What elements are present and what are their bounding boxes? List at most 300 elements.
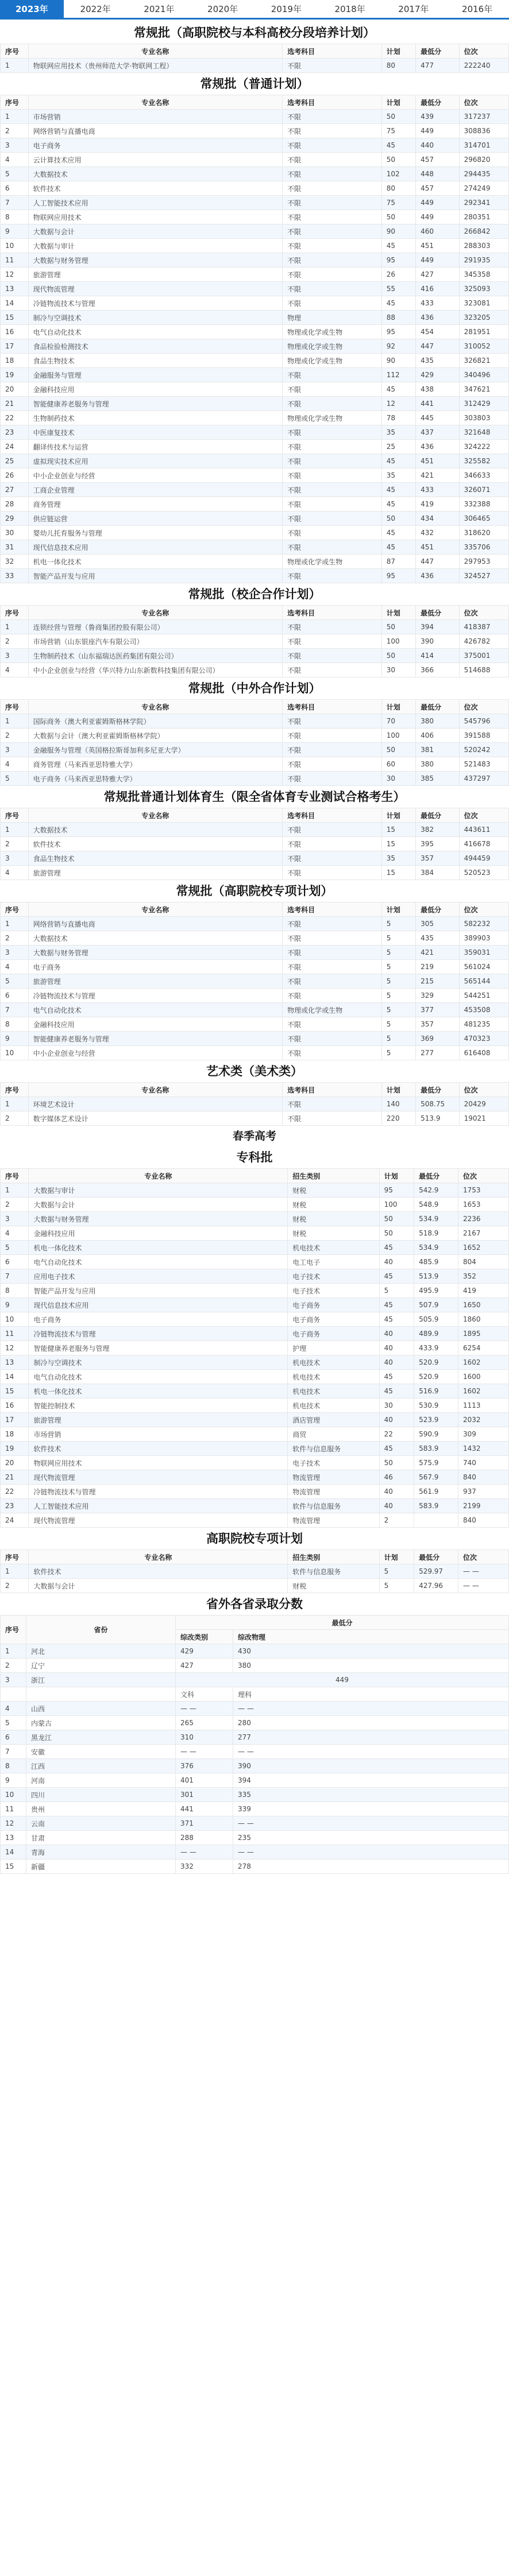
year-tab-bar bbox=[0, 0, 509, 20]
table-cell: 31 bbox=[1, 540, 29, 555]
table-row bbox=[1, 974, 509, 989]
table-cell: 445 bbox=[416, 411, 460, 425]
table-cell: 140 bbox=[381, 1097, 415, 1111]
table-cell: 45 bbox=[379, 1241, 414, 1255]
table-cell: 大数据与财务管理 bbox=[29, 1212, 288, 1226]
table-cell: 不限 bbox=[283, 483, 382, 497]
table-cell: 供应链运营 bbox=[28, 512, 283, 526]
table-cell: 352 bbox=[458, 1269, 509, 1284]
table-cell: 305 bbox=[416, 917, 460, 931]
table-cell: 7 bbox=[1, 1745, 26, 1759]
table-row bbox=[1, 620, 509, 634]
table-cell: 45 bbox=[381, 483, 415, 497]
table-cell: 酒店管理 bbox=[288, 1413, 379, 1427]
table-cell: 18 bbox=[1, 1427, 29, 1442]
table-cell: 220 bbox=[381, 1111, 415, 1126]
table-cell: 22 bbox=[1, 411, 29, 425]
table-cell: 不限 bbox=[283, 397, 382, 411]
table-cell: 448 bbox=[416, 167, 460, 181]
table-row bbox=[1, 239, 509, 253]
table-cell: 9 bbox=[1, 224, 29, 239]
table-cell: 523.9 bbox=[414, 1413, 458, 1427]
table-cell: 28 bbox=[1, 497, 29, 512]
table-cell: 406 bbox=[416, 729, 460, 743]
table-cell: 323205 bbox=[459, 311, 508, 325]
table-cell: 421 bbox=[416, 946, 460, 960]
table-cell: 不限 bbox=[283, 1111, 382, 1126]
tab-year-2[interactable]: 2021年 bbox=[144, 4, 175, 14]
table-cell: 不限 bbox=[283, 866, 382, 880]
table-cell: 市场营销 bbox=[28, 110, 283, 124]
table-cell: 20 bbox=[1, 1456, 29, 1470]
table-row bbox=[1, 989, 509, 1003]
table-cell: 应用电子技术 bbox=[29, 1269, 288, 1284]
table-cell: 不限 bbox=[283, 526, 382, 540]
table-cell: 不限 bbox=[283, 772, 382, 786]
table-cell: 6 bbox=[1, 181, 29, 196]
table-cell bbox=[1, 1687, 26, 1702]
table-cell: 婴幼儿托育服务与管理 bbox=[28, 526, 283, 540]
table-row bbox=[1, 483, 509, 497]
table-cell: 5 bbox=[1, 974, 29, 989]
table-cell: 520242 bbox=[459, 743, 508, 757]
section-title: 常规批（校企合作计划） bbox=[188, 587, 321, 601]
table-cell: 840 bbox=[458, 1470, 509, 1485]
table-row bbox=[1, 1788, 509, 1802]
table-cell: 电子商务 bbox=[29, 1312, 288, 1327]
table-cell: 21 bbox=[1, 397, 29, 411]
table-cell: 804 bbox=[458, 1255, 509, 1269]
table-cell: 2 bbox=[1, 729, 29, 743]
table-cell: 大数据与审计 bbox=[28, 239, 283, 253]
table-cell: 财税 bbox=[288, 1579, 379, 1593]
table-cell: 45 bbox=[381, 382, 415, 397]
table-cell: 20429 bbox=[459, 1097, 508, 1111]
table-row bbox=[1, 1341, 509, 1355]
table-cell: 青海 bbox=[26, 1845, 176, 1860]
table-cell: 电子商务 bbox=[28, 138, 283, 153]
table-row bbox=[1, 729, 509, 743]
tab-year-0[interactable]: 2023年 bbox=[0, 0, 64, 18]
table-row bbox=[1, 1355, 509, 1370]
column-header: 最低分 bbox=[414, 1550, 458, 1564]
table-cell: 制冷与空调技术 bbox=[29, 1355, 288, 1370]
column-header: 专业名称 bbox=[28, 902, 283, 917]
spring-table bbox=[0, 1168, 509, 1528]
table-cell: 物流管理 bbox=[288, 1513, 379, 1528]
table-cell: 1895 bbox=[458, 1327, 509, 1341]
table-cell: 87 bbox=[381, 555, 415, 569]
table-cell: 60 bbox=[381, 757, 415, 772]
table-cell: 19 bbox=[1, 368, 29, 382]
table-cell: 9 bbox=[1, 1773, 26, 1788]
table-row bbox=[1, 1226, 509, 1241]
table-cell: 10 bbox=[1, 1046, 29, 1060]
table-cell: 40 bbox=[379, 1255, 414, 1269]
table-cell: 23 bbox=[1, 425, 29, 440]
table-cell: 427.96 bbox=[414, 1579, 458, 1593]
table-cell: 45 bbox=[381, 540, 415, 555]
table-cell: 840 bbox=[458, 1513, 509, 1528]
column-header: 位次 bbox=[459, 808, 508, 823]
table-cell: 50 bbox=[381, 649, 415, 663]
table-cell: 智能健康养老服务与管理 bbox=[28, 1032, 283, 1046]
table-cell: 3 bbox=[1, 851, 29, 866]
table-cell: — — bbox=[233, 1845, 509, 1860]
table-row bbox=[1, 1327, 509, 1341]
table-row bbox=[1, 1413, 509, 1427]
table-cell: 937 bbox=[458, 1485, 509, 1499]
table-cell: 大数据与财务管理 bbox=[28, 253, 283, 268]
tab-year-4[interactable]: 2019年 bbox=[271, 4, 302, 14]
table-cell: 不限 bbox=[283, 620, 382, 634]
table-cell: 网络营销与直播电商 bbox=[28, 917, 283, 931]
table-cell: 软件与信息服务 bbox=[288, 1442, 379, 1456]
table-row bbox=[1, 1370, 509, 1384]
section-title: 常规批（中外合作计划） bbox=[188, 681, 321, 695]
table-cell: 10 bbox=[1, 239, 29, 253]
table-cell: 不限 bbox=[283, 823, 382, 837]
table-row bbox=[1, 1312, 509, 1327]
table-cell: 电子商务（马来西亚思特雅大学） bbox=[28, 772, 283, 786]
table-cell: 不限 bbox=[283, 440, 382, 454]
column-header: 专业名称 bbox=[28, 1083, 283, 1097]
table-cell: 17 bbox=[1, 339, 29, 354]
table-cell: 35 bbox=[381, 425, 415, 440]
table-cell: 2 bbox=[1, 634, 29, 649]
table-cell: 377 bbox=[416, 1003, 460, 1017]
table-cell: 现代信息技术应用 bbox=[29, 1298, 288, 1312]
table-cell: 45 bbox=[381, 497, 415, 512]
table-cell: 不限 bbox=[283, 757, 382, 772]
table-cell: 17 bbox=[1, 1413, 29, 1427]
column-header: 序号 bbox=[1, 808, 29, 823]
column-header: 选考科目 bbox=[283, 44, 382, 59]
table-cell: 不限 bbox=[283, 931, 382, 946]
table-cell: 不限 bbox=[283, 296, 382, 311]
column-header: 理科 bbox=[233, 1687, 509, 1702]
column-header: 序号 bbox=[1, 1083, 29, 1097]
table-cell: 冷链物流技术与管理 bbox=[28, 989, 283, 1003]
table-row bbox=[1, 743, 509, 757]
table-cell: 24 bbox=[1, 1513, 29, 1528]
table-cell: 25 bbox=[381, 440, 415, 454]
table-cell: 现代物流管理 bbox=[28, 282, 283, 296]
table-cell: 财税 bbox=[288, 1212, 379, 1226]
table-cell: 旅游管理 bbox=[29, 1413, 288, 1427]
table-row bbox=[1, 354, 509, 368]
tab-year-3[interactable]: 2020年 bbox=[207, 4, 238, 14]
table-cell: 513.9 bbox=[416, 1111, 460, 1126]
tab-year-6[interactable]: 2017年 bbox=[398, 4, 429, 14]
table-cell: 485.9 bbox=[414, 1255, 458, 1269]
table-cell: 90 bbox=[381, 224, 415, 239]
table-cell: 516.9 bbox=[414, 1384, 458, 1399]
table-cell: 16 bbox=[1, 325, 29, 339]
table-row bbox=[1, 649, 509, 663]
table-row bbox=[1, 181, 509, 196]
table-cell: 商务管理 bbox=[28, 497, 283, 512]
table-cell: 50 bbox=[381, 620, 415, 634]
table-header-row bbox=[1, 902, 509, 917]
table-cell: 112 bbox=[381, 368, 415, 382]
table-cell: 12 bbox=[381, 397, 415, 411]
table-row bbox=[1, 454, 509, 468]
table-cell: 460 bbox=[416, 224, 460, 239]
table-row bbox=[1, 1673, 509, 1687]
table-cell: 15 bbox=[1, 1860, 26, 1874]
table-cell: 35 bbox=[381, 468, 415, 483]
table-cell: 80 bbox=[381, 181, 415, 196]
table-cell: 2 bbox=[1, 837, 29, 851]
table-cell: 物联网应用技术 bbox=[29, 1456, 288, 1470]
table-row bbox=[1, 311, 509, 325]
table-cell: 421 bbox=[416, 468, 460, 483]
table-row bbox=[1, 714, 509, 729]
table-cell: 5 bbox=[381, 974, 415, 989]
column-header: 计划 bbox=[381, 700, 415, 714]
table-cell: 不限 bbox=[283, 153, 382, 167]
table-row bbox=[1, 772, 509, 786]
table-row bbox=[1, 1470, 509, 1485]
table-row bbox=[1, 253, 509, 268]
table-cell: — — bbox=[233, 1816, 509, 1831]
table-cell: 智能控制技术 bbox=[29, 1399, 288, 1413]
table-cell: 317237 bbox=[459, 110, 508, 124]
table-cell: 电气自动化技术 bbox=[28, 1003, 283, 1017]
section-title: 高职院校专项计划 bbox=[206, 1532, 303, 1545]
table-cell: 旅游管理 bbox=[28, 974, 283, 989]
table-cell: 电子商务 bbox=[288, 1312, 379, 1327]
table-row bbox=[1, 1456, 509, 1470]
table-cell: 安徽 bbox=[26, 1745, 176, 1759]
table-cell: 不限 bbox=[283, 382, 382, 397]
table-cell: 381 bbox=[416, 743, 460, 757]
table-cell: 食品检验检测技术 bbox=[28, 339, 283, 354]
table-cell: 29 bbox=[1, 512, 29, 526]
column-header: 招生类别 bbox=[288, 1550, 379, 1564]
column-header: 专业名称 bbox=[28, 95, 283, 110]
table-cell: 80 bbox=[381, 59, 415, 73]
table-cell: 旅游管理 bbox=[28, 866, 283, 880]
table-cell: 机电一体化技术 bbox=[29, 1384, 288, 1399]
table-cell: 453508 bbox=[459, 1003, 508, 1017]
table-row bbox=[1, 1860, 509, 1874]
table-cell: 95 bbox=[381, 569, 415, 583]
table-row bbox=[1, 153, 509, 167]
table-cell: 1 bbox=[1, 1564, 29, 1579]
column-header: 选考科目 bbox=[283, 606, 382, 620]
section-title: 常规批（高职院校专项计划） bbox=[176, 884, 333, 898]
table-cell: 495.9 bbox=[414, 1284, 458, 1298]
table-cell: 14 bbox=[1, 1845, 26, 1860]
table-cell: 384 bbox=[416, 866, 460, 880]
table-cell: 电气自动化技术 bbox=[29, 1255, 288, 1269]
column-header: 选考科目 bbox=[283, 700, 382, 714]
table-cell: 13 bbox=[1, 1831, 26, 1845]
tab-year-1[interactable]: 2022年 bbox=[80, 4, 111, 14]
table-row bbox=[1, 1255, 509, 1269]
table-cell: 数字媒体艺术设计 bbox=[28, 1111, 283, 1126]
table-cell: 8 bbox=[1, 1284, 29, 1298]
table-cell: 357 bbox=[416, 851, 460, 866]
table-cell: 商务管理（马来西亚思特雅大学） bbox=[28, 757, 283, 772]
table-cell: 50 bbox=[379, 1456, 414, 1470]
table-row bbox=[1, 1845, 509, 1860]
table-cell: — — bbox=[176, 1845, 233, 1860]
table-cell: 380 bbox=[416, 757, 460, 772]
table-cell: 1113 bbox=[458, 1399, 509, 1413]
table-cell: 物联网应用技术（贵州师范大学·物联网工程） bbox=[28, 59, 283, 73]
table-cell: 303803 bbox=[459, 411, 508, 425]
table-cell: 3 bbox=[1, 743, 29, 757]
table-cell: 不限 bbox=[283, 138, 382, 153]
table-cell: 13 bbox=[1, 1355, 29, 1370]
table-cell: 433.9 bbox=[414, 1341, 458, 1355]
table-cell: 332388 bbox=[459, 497, 508, 512]
table-cell: 不限 bbox=[283, 851, 382, 866]
table-cell: 金融科技应用 bbox=[29, 1226, 288, 1241]
admission-table bbox=[0, 902, 509, 1060]
table-cell: 物理或化学或生物 bbox=[283, 325, 382, 339]
table-cell: 40 bbox=[379, 1413, 414, 1427]
admission-table bbox=[0, 605, 509, 677]
table-row bbox=[1, 526, 509, 540]
table-cell: 6 bbox=[1, 989, 29, 1003]
table-cell: 308836 bbox=[459, 124, 508, 138]
table-cell: 不限 bbox=[283, 239, 382, 253]
table-row bbox=[1, 555, 509, 569]
province-score-table bbox=[0, 1615, 509, 1874]
table-cell: 1652 bbox=[458, 1241, 509, 1255]
column-header: 省份 bbox=[26, 1616, 176, 1644]
table-row bbox=[1, 124, 509, 138]
table-cell: 219 bbox=[416, 960, 460, 974]
column-header: 计划 bbox=[381, 606, 415, 620]
table-cell: 15 bbox=[1, 311, 29, 325]
table-cell: 100 bbox=[379, 1198, 414, 1212]
table-cell: 530.9 bbox=[414, 1399, 458, 1413]
table-cell: 45 bbox=[381, 296, 415, 311]
table-cell: 45 bbox=[381, 454, 415, 468]
table-cell: 不限 bbox=[283, 167, 382, 181]
table-cell: 371 bbox=[176, 1816, 233, 1831]
table-cell: 4 bbox=[1, 153, 29, 167]
column-header: 计划 bbox=[379, 1169, 414, 1183]
table-cell: 15 bbox=[1, 1384, 29, 1399]
column-header: 位次 bbox=[459, 44, 508, 59]
table-row bbox=[1, 1745, 509, 1759]
table-cell: 甘肃 bbox=[26, 1831, 176, 1845]
table-cell: 434 bbox=[416, 512, 460, 526]
table-row bbox=[1, 1399, 509, 1413]
table-cell: 物理或化学或生物 bbox=[283, 339, 382, 354]
table-cell: 740 bbox=[458, 1456, 509, 1470]
table-cell: 274249 bbox=[459, 181, 508, 196]
table-cell: 不限 bbox=[283, 729, 382, 743]
table-cell: 新疆 bbox=[26, 1860, 176, 1874]
spring-exam-title: 春季高考 bbox=[232, 1130, 276, 1142]
table-cell: 426782 bbox=[459, 634, 508, 649]
column-header: 最低分 bbox=[416, 95, 460, 110]
table-cell: 75 bbox=[381, 124, 415, 138]
table-cell: 437297 bbox=[459, 772, 508, 786]
table-cell: 物流管理 bbox=[288, 1470, 379, 1485]
table-cell: — — bbox=[176, 1745, 233, 1759]
table-cell: 食品生物技术 bbox=[28, 354, 283, 368]
table-cell: 不限 bbox=[283, 917, 382, 931]
table-cell: 21 bbox=[1, 1470, 29, 1485]
table-cell: 50 bbox=[381, 110, 415, 124]
table-cell: 46 bbox=[379, 1470, 414, 1485]
column-header: 最低分 bbox=[416, 808, 460, 823]
tab-year-5[interactable]: 2018年 bbox=[334, 4, 365, 14]
table-row bbox=[1, 1198, 509, 1212]
table-cell: 416 bbox=[416, 282, 460, 296]
column-header: 位次 bbox=[459, 902, 508, 917]
table-row bbox=[1, 931, 509, 946]
table-cell: 345358 bbox=[459, 268, 508, 282]
table-cell: 30 bbox=[381, 663, 415, 677]
table-cell: 357 bbox=[416, 1017, 460, 1032]
table-cell: 翻译传技术与运营 bbox=[28, 440, 283, 454]
table-cell: 电气自动化技术 bbox=[29, 1370, 288, 1384]
table-cell: 470323 bbox=[459, 1032, 508, 1046]
table-cell: 390 bbox=[233, 1759, 509, 1773]
table-cell: 不限 bbox=[283, 253, 382, 268]
column-header: 最低分 bbox=[416, 606, 460, 620]
table-row bbox=[1, 368, 509, 382]
table-cell: 1 bbox=[1, 917, 29, 931]
table-row bbox=[1, 946, 509, 960]
table-cell: 520.9 bbox=[414, 1355, 458, 1370]
table-cell: 26 bbox=[381, 268, 415, 282]
table-cell: 冷链物流技术与管理 bbox=[29, 1327, 288, 1341]
table-cell: 中小企业创业与经营 bbox=[28, 1046, 283, 1060]
table-cell: 1600 bbox=[458, 1370, 509, 1384]
table-cell: 433 bbox=[416, 296, 460, 311]
column-header: 最低分 bbox=[414, 1169, 458, 1183]
table-cell: 45 bbox=[379, 1269, 414, 1284]
column-header: 序号 bbox=[1, 1169, 29, 1183]
table-cell: 440 bbox=[416, 138, 460, 153]
table-cell: 45 bbox=[379, 1298, 414, 1312]
table-cell: 335706 bbox=[459, 540, 508, 555]
table-row bbox=[1, 382, 509, 397]
table-cell: 489.9 bbox=[414, 1327, 458, 1341]
table-cell: 583.9 bbox=[414, 1499, 458, 1513]
table-cell: 50 bbox=[381, 153, 415, 167]
table-cell bbox=[26, 1687, 176, 1702]
table-cell: 435 bbox=[416, 931, 460, 946]
table-cell: 346633 bbox=[459, 468, 508, 483]
table-cell: 95 bbox=[381, 325, 415, 339]
table-row bbox=[1, 1046, 509, 1060]
table-cell: — — bbox=[233, 1745, 509, 1759]
table-cell: 235 bbox=[233, 1831, 509, 1845]
tab-year-7[interactable]: 2016年 bbox=[462, 4, 493, 14]
table-cell: 297953 bbox=[459, 555, 508, 569]
column-header: 选考科目 bbox=[283, 808, 382, 823]
table-cell: 7 bbox=[1, 1003, 29, 1017]
table-cell: 5 bbox=[381, 1017, 415, 1032]
table-cell: 3 bbox=[1, 649, 29, 663]
section-title: 省外各省录取分数 bbox=[206, 1597, 303, 1611]
table-cell: 1 bbox=[1, 59, 29, 73]
table-cell: 419 bbox=[416, 497, 460, 512]
table-cell: 427 bbox=[416, 268, 460, 282]
column-header: 序号 bbox=[1, 902, 29, 917]
